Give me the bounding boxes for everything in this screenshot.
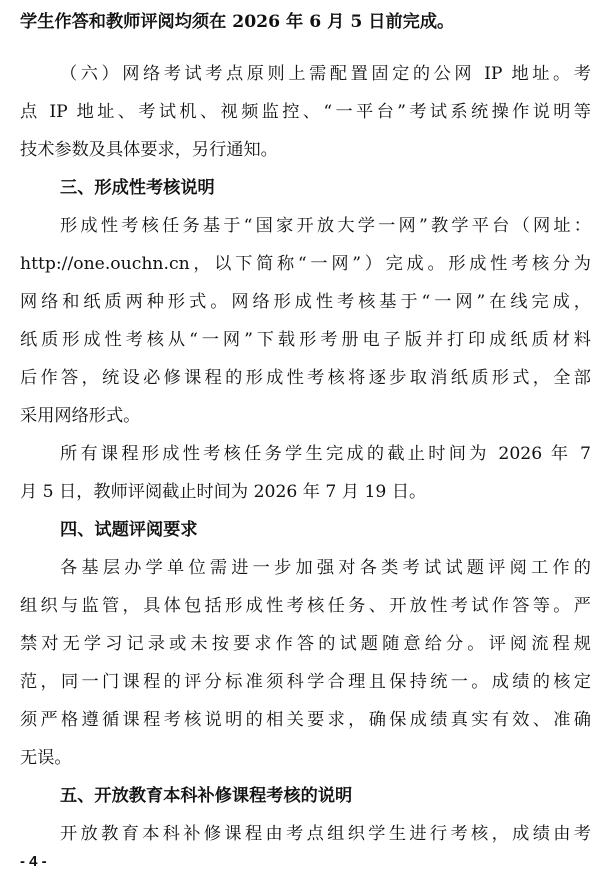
paragraph-line: 网络和纸质两种形式。网络形成性考核基于“一网”在线完成， — [20, 292, 591, 312]
page-number: - 4 - — [20, 853, 47, 870]
paragraph-line: http://one.ouchn.cn，以下简称“一网”）完成。形成性考核分为 — [20, 254, 591, 274]
paragraph-line: 范，同一门课程的评分标准须科学合理且保持统一。成绩的核定 — [20, 672, 591, 692]
paragraph-line: （六）网络考试考点原则上需配置固定的公网 IP 地址。考 — [60, 64, 591, 84]
paragraph-line: 禁对无学习记录或未按要求作答的试题随意给分。评阅流程规 — [20, 634, 591, 654]
paragraph-line: 形成性考核任务基于“国家开放大学一网”教学平台（网址： — [60, 216, 591, 236]
paragraph-line: 学生作答和教师评阅均须在 2026 年 6 月 5 日前完成。 — [20, 12, 455, 32]
paragraph-line: 开放教育本科补修课程由考点组织学生进行考核，成绩由考 — [60, 824, 591, 844]
paragraph-line: 技术参数及具体要求，另行通知。 — [20, 140, 278, 160]
section-heading: 四、试题评阅要求 — [60, 520, 198, 540]
paragraph-line: 须严格遵循课程考核说明的相关要求，确保成绩真实有效、准确 — [20, 710, 591, 730]
paragraph-line: 点 IP 地址、考试机、视频监控、“一平台”考试系统操作说明等 — [20, 102, 591, 122]
paragraph-line: 组织与监管，具体包括形成性考核任务、开放性考试作答等。严 — [20, 596, 591, 616]
section-heading: 五、开放教育本科补修课程考核的说明 — [60, 786, 353, 806]
paragraph-line: 采用网络形式。 — [20, 406, 141, 426]
section-heading: 三、形成性考核说明 — [60, 178, 215, 198]
paragraph-line: 后作答，统设必修课程的形成性考核将逐步取消纸质形式，全部 — [20, 368, 591, 388]
paragraph-line: 各基层办学单位需进一步加强对各类考试试题评阅工作的 — [60, 558, 591, 578]
paragraph-line: 月 5 日，教师评阅截止时间为 2026 年 7 月 19 日。 — [20, 482, 427, 502]
paragraph-line: 无误。 — [20, 748, 72, 768]
paragraph-line: 纸质形成性考核从“一网”下载形考册电子版并打印成纸质材料 — [20, 330, 591, 350]
paragraph-line: 所有课程形成性考核任务学生完成的截止时间为 2026 年 7 — [60, 444, 591, 464]
